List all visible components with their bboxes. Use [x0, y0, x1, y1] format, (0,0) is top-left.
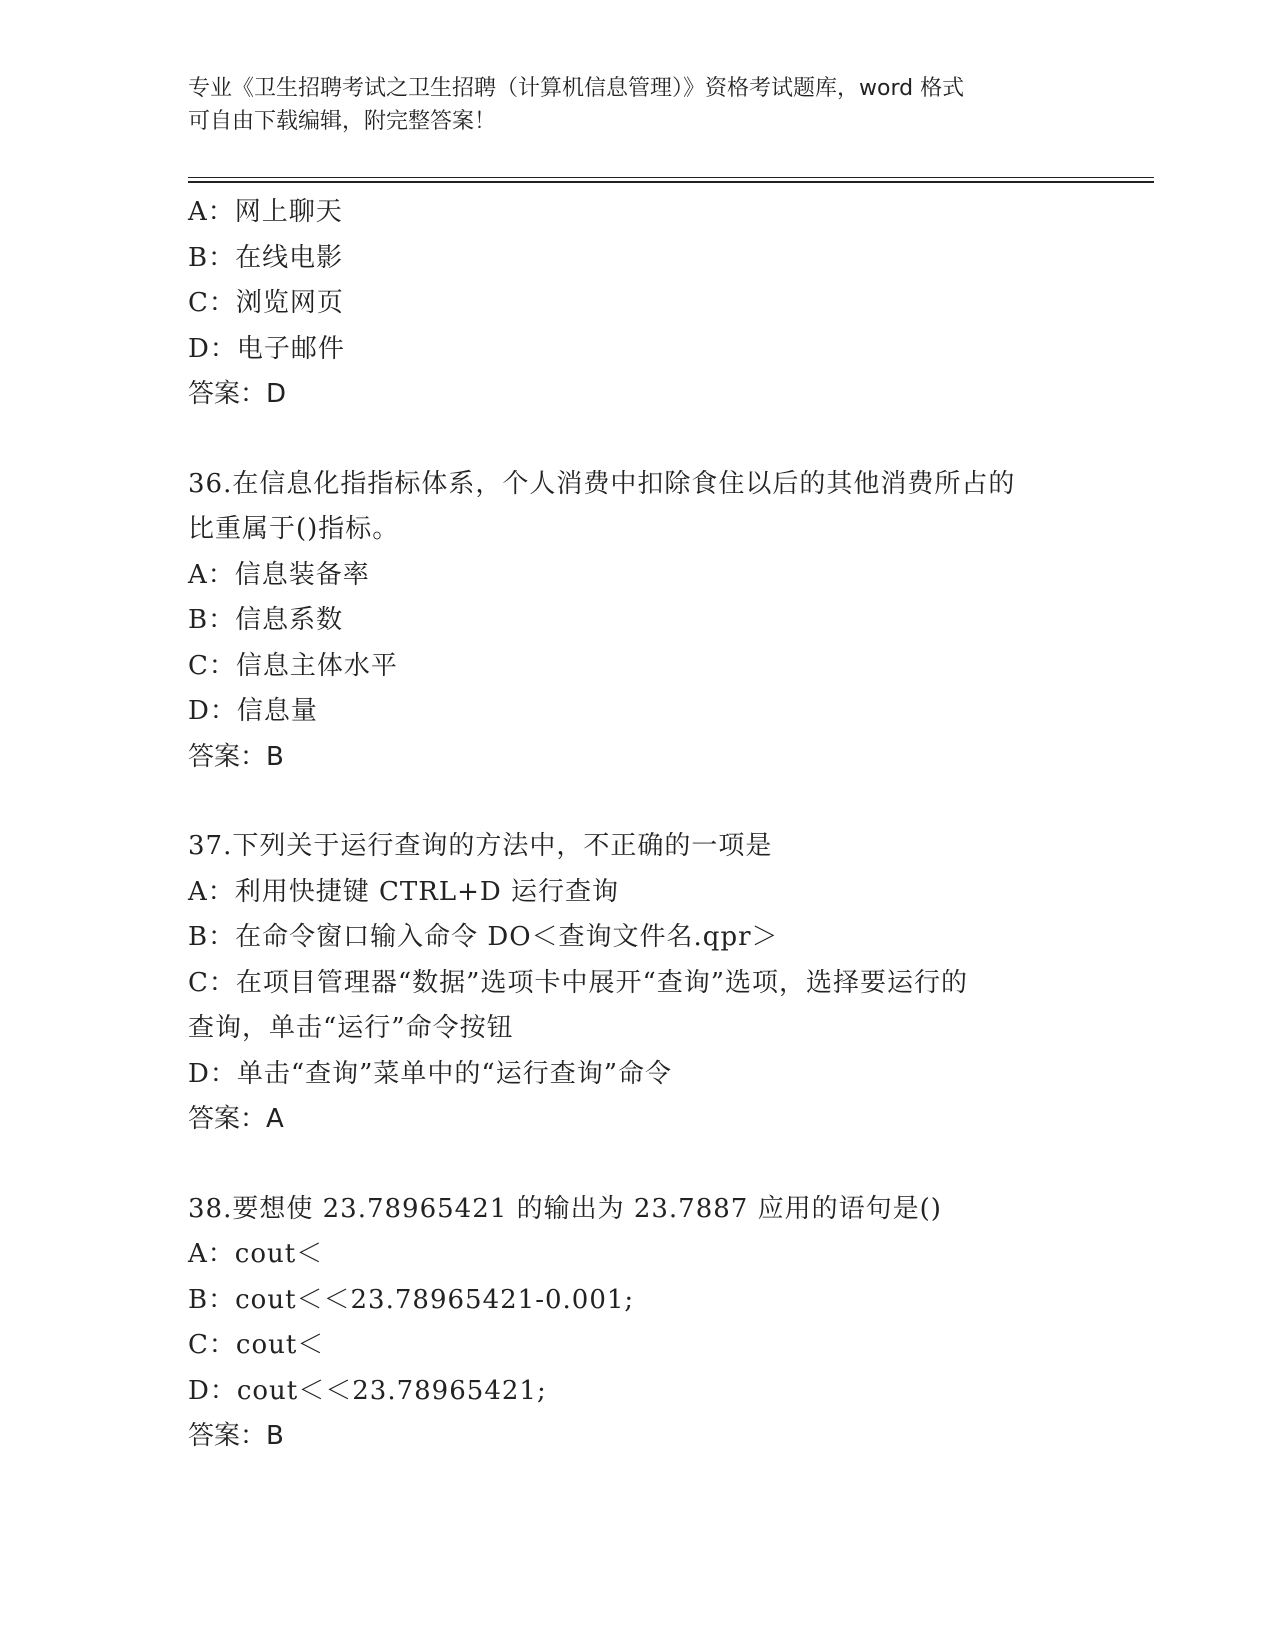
question-body	[188, 190, 1088, 1460]
option-a: A：网上聊天	[188, 197, 343, 227]
question-stem: 38.要想使 23.78965421 的输出为 23.7887 应用的语句是()	[188, 1193, 942, 1224]
header-divider-thick	[188, 181, 1154, 183]
header-line-2: 可自由下载编辑，附完整答案！	[188, 109, 497, 134]
answer-line: 答案：D	[188, 379, 287, 409]
spacer	[188, 418, 1088, 462]
option-a: A：利用快捷键 CTRL+D 运行查询	[188, 876, 620, 907]
question-stem-line-2: 比重属于()指标。	[188, 514, 400, 544]
option-d: D：cout＜＜23.78965421;	[188, 1375, 547, 1406]
option-b: B：cout＜＜23.78965421-0.001;	[188, 1284, 635, 1315]
option-b: B：信息系数	[188, 605, 344, 635]
option-d: D：信息量	[188, 696, 318, 726]
option-c-line-1: C：在项目管理器“数据”选项卡中展开“查询”选项，选择要运行的	[188, 967, 969, 998]
question-stem-line-1: 36.在信息化指指标体系，个人消费中扣除食住以后的其他消费所占的	[188, 468, 1016, 499]
answer-line: 答案：A	[188, 1104, 284, 1134]
answer-line: 答案：B	[188, 1421, 284, 1451]
spacer	[188, 780, 1088, 824]
question-35-block	[188, 190, 1088, 418]
option-c-line-2: 查询，单击“运行”命令按钮	[188, 1013, 514, 1043]
option-b: B：在命令窗口输入命令 DO＜查询文件名.qpr＞	[188, 922, 779, 952]
option-d: D：电子邮件	[188, 333, 345, 364]
option-c: C：浏览网页	[188, 288, 344, 318]
spacer	[188, 1143, 1088, 1187]
document-header	[188, 72, 1068, 138]
option-a: A：信息装备率	[188, 559, 370, 590]
answer-line: 答案：B	[188, 741, 284, 772]
option-b: B：在线电影	[188, 242, 344, 273]
question-stem: 37.下列关于运行查询的方法中，不正确的一项是	[188, 831, 773, 861]
header-line-1: 专业《卫生招聘考试之卫生招聘（计算机信息管理）》资格考试题库，word 格式	[188, 76, 965, 101]
option-c: C：信息主体水平	[188, 650, 398, 681]
header-divider-thin	[188, 177, 1154, 178]
option-a: A：cout＜	[188, 1239, 324, 1269]
option-d: D：单击“查询”菜单中的“运行查询”命令	[188, 1058, 673, 1089]
question-36-block	[188, 462, 1088, 781]
question-37-block	[188, 824, 1088, 1143]
question-38-block	[188, 1187, 1088, 1460]
option-c: C：cout＜	[188, 1330, 325, 1360]
